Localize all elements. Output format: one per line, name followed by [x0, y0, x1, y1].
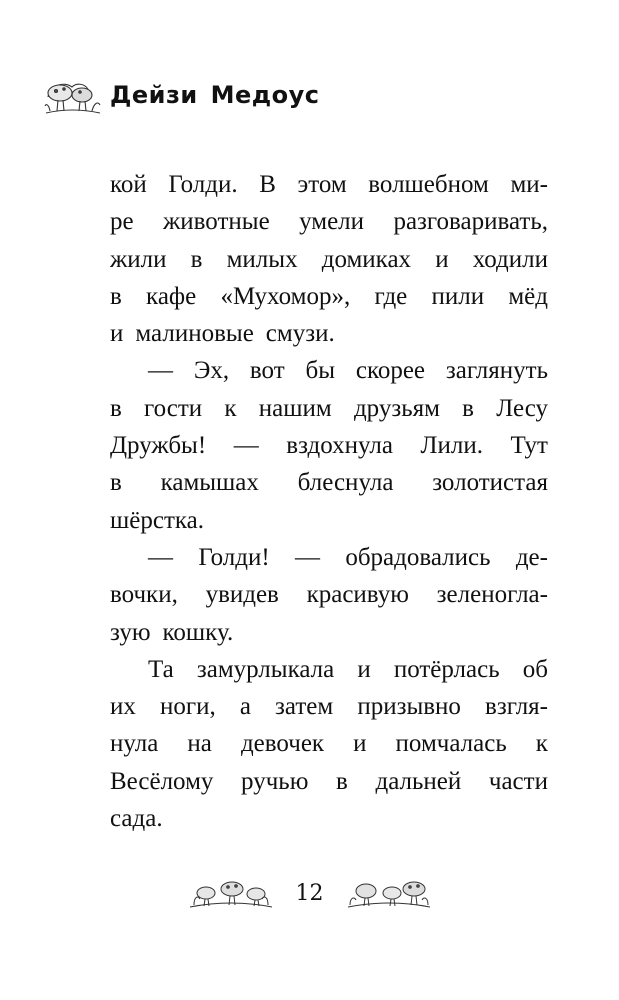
text-word: и	[353, 730, 367, 758]
text-word: блеснула	[297, 469, 394, 497]
text-word: пили	[431, 282, 485, 310]
mushroom-vignette-icon	[44, 73, 102, 117]
text-word: нашим	[258, 394, 332, 422]
text-line	[110, 241, 548, 278]
text-word: жили	[110, 245, 167, 273]
text-word: зеленогла-	[436, 581, 548, 609]
text-word: домиках	[321, 245, 412, 273]
text-word: скорее	[355, 357, 426, 385]
text-word: волшебном	[368, 171, 489, 198]
text-word: малиновые	[135, 320, 254, 348]
text-line	[110, 688, 548, 725]
page-body-text	[110, 166, 548, 837]
text-line	[110, 315, 548, 352]
text-word: кой	[110, 171, 147, 198]
text-word: части	[488, 767, 548, 795]
text-word: потёрлась	[393, 655, 500, 683]
text-word: де-	[515, 543, 548, 571]
text-word: затем	[275, 693, 334, 721]
text-line	[110, 539, 548, 576]
text-line	[110, 278, 548, 315]
text-word: вот	[249, 357, 285, 385]
text-word: красивую	[306, 581, 409, 609]
text-word: обрадовались	[345, 543, 491, 571]
text-word: этом	[297, 171, 347, 198]
text-word: девочек	[240, 730, 325, 758]
text-word: золотистая	[432, 469, 548, 497]
text-word: где	[374, 282, 408, 310]
text-word: Дружбы!	[110, 432, 207, 460]
text-word: вочки,	[110, 581, 178, 609]
text-word: Лесу	[496, 394, 548, 422]
text-word: гости	[144, 394, 203, 422]
text-word: ручью	[241, 767, 309, 795]
text-word: Та	[148, 655, 174, 683]
text-word: в	[336, 767, 348, 795]
text-word: к	[535, 730, 548, 758]
text-line	[110, 800, 548, 837]
text-word: и	[357, 655, 371, 683]
page-footer	[0, 868, 619, 918]
text-word: ми-	[510, 171, 548, 198]
text-word: шёрстка.	[110, 506, 204, 534]
text-word: —	[294, 543, 320, 571]
text-line	[110, 502, 548, 539]
text-word: в	[190, 245, 203, 273]
text-word: Голди.	[168, 171, 238, 198]
woodland-vignette-icon	[188, 873, 274, 913]
text-line	[110, 427, 548, 464]
text-line	[110, 166, 548, 203]
text-word: милых	[226, 245, 298, 273]
woodland-vignette-icon	[346, 873, 432, 913]
text-word: В	[259, 171, 276, 198]
text-word: призывно	[357, 693, 461, 721]
text-word: на	[187, 730, 212, 758]
running-header	[44, 70, 320, 120]
text-word: бы	[305, 357, 336, 385]
text-line	[110, 725, 548, 762]
text-word: Весёлому	[110, 767, 214, 795]
text-word: кошку.	[162, 618, 234, 646]
text-line	[110, 390, 548, 427]
text-word: их	[110, 693, 136, 721]
text-word: камышах	[160, 469, 259, 497]
text-word: мёд	[508, 282, 548, 310]
text-word: друзьям	[353, 394, 440, 422]
text-word: замурлыкала	[196, 655, 335, 683]
text-word: а	[239, 693, 251, 721]
text-word: дальней	[375, 767, 462, 795]
text-word: увидев	[205, 581, 279, 609]
text-word: заглянуть	[445, 357, 548, 385]
author-name: Дейзи Медоус	[110, 81, 320, 109]
text-word: в	[462, 394, 474, 422]
text-word: сада.	[110, 805, 163, 833]
text-word: и	[435, 245, 449, 273]
text-word: в	[110, 394, 122, 422]
text-word: —	[233, 432, 259, 460]
text-word: разговаривать,	[393, 208, 548, 236]
text-word: в	[110, 469, 122, 497]
text-word: Голди!	[198, 543, 270, 571]
text-word: —	[148, 357, 173, 385]
text-word: ноги,	[159, 693, 216, 721]
text-line	[110, 464, 548, 501]
text-word: ре	[110, 208, 134, 236]
text-word: и	[110, 320, 124, 348]
text-word: животные	[163, 208, 270, 236]
text-word: взгля-	[485, 693, 548, 721]
text-word: кафе	[146, 282, 197, 310]
text-word: —	[148, 543, 173, 571]
text-word: зую	[110, 618, 151, 646]
text-word: к	[224, 394, 237, 422]
text-line	[110, 614, 548, 651]
text-word: «Мухомор»,	[220, 282, 351, 310]
text-word: Эх,	[193, 357, 230, 385]
text-line	[110, 352, 548, 389]
page-number: 12	[295, 880, 324, 906]
text-word: об	[522, 655, 548, 683]
text-word: ходили	[472, 245, 548, 273]
text-line	[110, 203, 548, 240]
text-line	[110, 651, 548, 688]
text-line	[110, 576, 548, 613]
text-word: Лили.	[420, 432, 483, 460]
text-word: в	[110, 282, 122, 310]
text-word: умели	[299, 208, 365, 236]
text-word: нула	[110, 730, 159, 758]
text-word: вздохнула	[286, 432, 393, 460]
text-word: помчалась	[395, 730, 507, 758]
text-line	[110, 763, 548, 800]
text-word: Тут	[510, 432, 548, 460]
text-word: смузи.	[265, 320, 335, 348]
